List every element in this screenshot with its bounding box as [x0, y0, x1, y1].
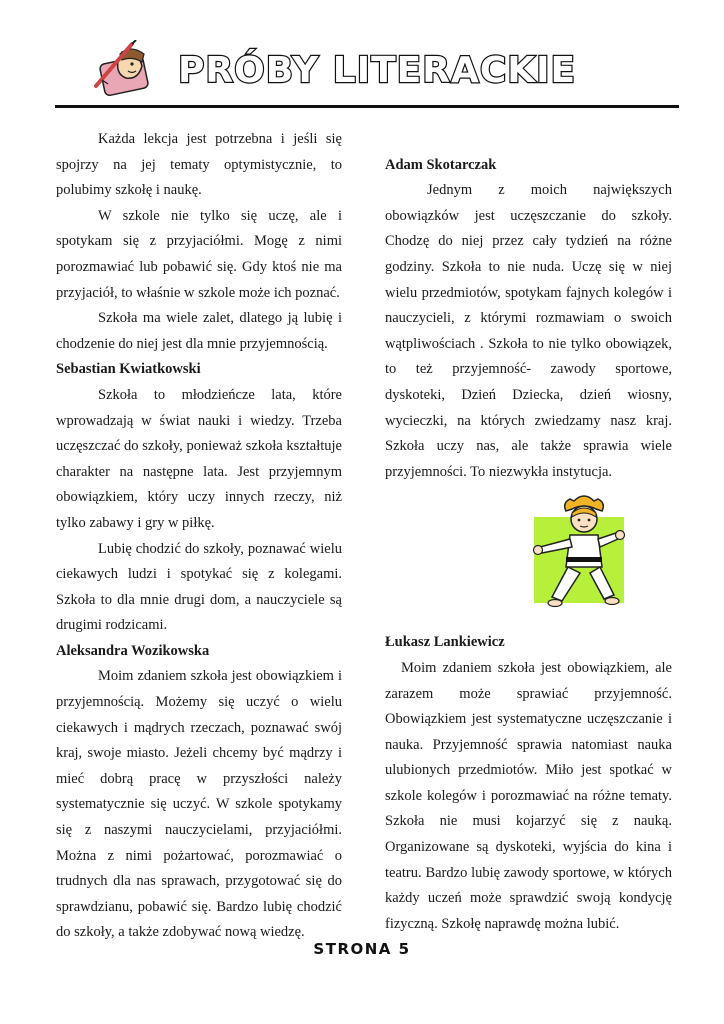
paragraph: Moim zdaniem szkoła jest obowiązkiem i przyjemnością. Możemy się uczyć o wielu ciekawych i mądrych rzeczach, poznawać swój kraj, swoje miasto. Jeżeli chcemy być mądrzy i mieć dobrą pracę w przyszłości należy systematycznie się uczyć. W szkole spotykamy się z naszymi nauczycielami, przyjaciółmi. Można z nimi pożartować, porozmawiać o trudnych dla nas sprawach, przygotować się do sprawdzianu, pobawić się. Bardzo lubię chodzić do szkoły, a także zdobywać nową wiedzę. — [56, 668, 342, 941]
paragraph: Szkoła ma wiele zalet, dlatego ją lubię i chodzenie do niej jest dla mnie przyjemnością. — [56, 310, 342, 352]
left-column — [56, 127, 342, 946]
author-name: Sebastian Kwiatkowski — [56, 361, 201, 378]
paragraph: W szkole nie tylko się uczę, ale i spotykam się z przyjaciółmi. Mogę z nimi porozmawiać lub pobawić się. Gdy ktoś nie ma przyjaciół, to właśnie w szkole może ich poznać. — [56, 207, 342, 301]
right-column — [385, 127, 672, 937]
author-name: Aleksandra Wozikowska — [56, 642, 210, 659]
paragraph: Szkoła to młodzieńcze lata, które wprowadzają w świat nauki i wiedzy. Trzeba uczęszczać do szkoły, ponieważ szkoła kształtuje charakter na następne lata. Jest przyjemnym obowiązkiem, który uczy innych rzeczy, niż tylko zabawy i gry w piłkę. — [56, 386, 342, 531]
illustration — [385, 493, 672, 615]
author-name: Łukasz Lankiewicz — [385, 634, 505, 651]
writer-with-pen-icon — [88, 40, 160, 100]
page-title: PRÓBY LITERACKIE — [178, 50, 577, 91]
page-number: STRONA 5 — [313, 940, 411, 958]
paragraph: Moim zdaniem szkoła jest obowiązkiem, ale zarazem może sprawiać przyjemność. Obowiązkiem jest systematyczne uczęszczanie i nauka. Przyjemność sprawia natomiast nauka ulubionych przedmiotów. Miło jest spotkać w szkole kolegów i porozmawiać na różne tematy. Szkoła nie musi kojarzyć się z nauką. Organizowane są dyskoteki, wyjścia do kina i teatru. Bardzo lubię zawody sportowe, w których każdy uczeń może sprawdzić swoją kondycję fizyczną. Szkołę naprawdę można lubić. — [385, 659, 672, 932]
header-divider — [55, 105, 679, 108]
paragraph: Lubię chodzić do szkoły, poznawać wielu ciekawych ludzi i spotykać się z kolegami. Szkoła to dla mnie drugi dom, a nauczyciele są drugimi rodzicami. — [56, 540, 342, 634]
karate-girl-illustration — [528, 493, 638, 615]
author-name: Adam Skotarczak — [385, 156, 497, 173]
paragraph: Każda lekcja jest potrzebna i jeśli się spojrzy na jej tematy optymistycznie, to polubimy szkołę i naukę. — [56, 131, 342, 199]
paragraph: Jednym z moich największych obowiązków jest uczęszczanie do szkoły. Chodzę do niej przez cały tydzień na różne godziny. Szkoła to nie nuda. Uczę się w niej wielu przedmiotów, spotykam fajnych kolegów i nauczycieli, z którymi rozmawiam o swoich wątpliwościach . Szkoła to nie tylko obowiązek, to też przyjemność- zawody sportowe, dyskoteki, Dzień Dziecka, dzień wiosny, wycieczki, na których zwiedzamy nasz kraj. Szkoła uczy nas, ale także sprawia wiele przyjemności. To niezwykła instytucja. — [385, 182, 672, 480]
